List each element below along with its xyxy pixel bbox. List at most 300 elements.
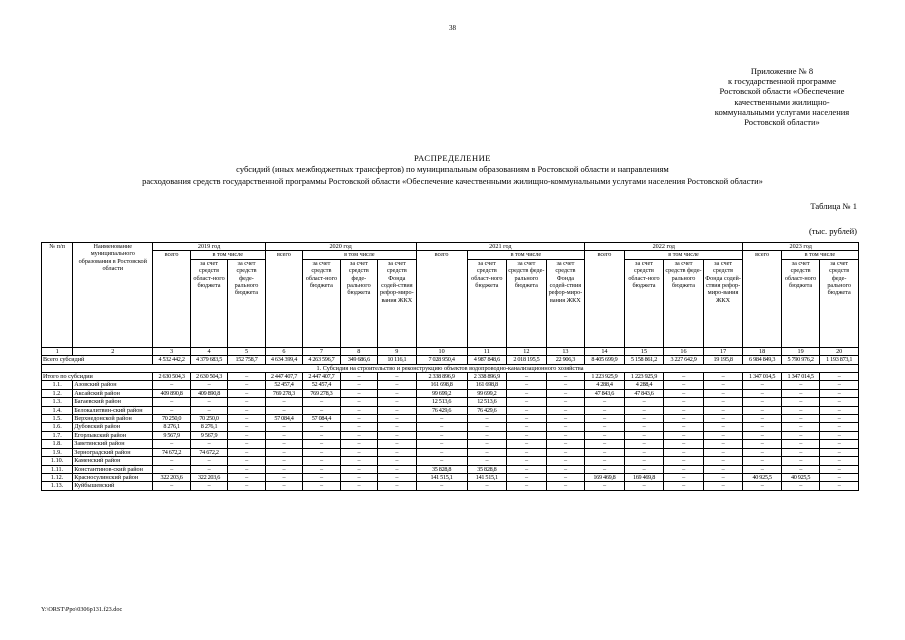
table-cell: –: [546, 381, 585, 389]
table-cell: –: [585, 482, 625, 490]
table-cell: –: [664, 465, 704, 473]
table-cell: –: [820, 457, 859, 465]
table-cell: –: [820, 398, 859, 406]
appendix-line: Ростовской области «Обеспечение: [719, 86, 845, 97]
table-cell: –: [664, 431, 704, 439]
section-title-row: [42, 364, 859, 372]
header-regional: за счет средств област-ного бюджета: [303, 259, 340, 347]
table-cell: –: [340, 431, 377, 439]
table-cell: 4 532 442,2: [153, 356, 190, 364]
table-cell: –: [378, 373, 417, 381]
column-number-row: [42, 347, 859, 355]
table-row: [42, 440, 859, 448]
table-cell: 52 457,4: [265, 381, 302, 389]
municipality-name: Белокалитвин-ский район: [73, 406, 153, 414]
table-cell: –: [228, 440, 265, 448]
table-cell: –: [507, 473, 547, 481]
table-cell: –: [228, 482, 265, 490]
table-cell: –: [743, 431, 782, 439]
table-cell: –: [546, 448, 585, 456]
column-number-cell: 1: [42, 347, 73, 355]
column-number-cell: 12: [507, 347, 547, 355]
table-cell: –: [743, 448, 782, 456]
municipality-name: Азовский район: [73, 381, 153, 389]
table-cell: 6 984 849,3: [743, 356, 782, 364]
appendix-line: Приложение № 8: [750, 66, 814, 76]
table-cell: –: [743, 389, 782, 397]
table-cell: –: [703, 415, 743, 423]
table-row: [42, 465, 859, 473]
document-subtitle-line2: расходования средств государственной программы Ростовской области «Обеспечение качественными жилищно-коммунальными услугами населения Ростовской области»: [142, 175, 763, 186]
table-cell: –: [190, 440, 227, 448]
row-number: 1.10.: [42, 457, 73, 465]
municipality-name: Заветинский район: [73, 440, 153, 448]
header-federal: за счет средств феде-рального бюджета: [507, 259, 547, 347]
table-cell: –: [416, 423, 467, 431]
table-cell: –: [265, 406, 302, 414]
subsidy-total-label: Итого по субсидии: [42, 373, 153, 381]
table-cell: –: [228, 431, 265, 439]
table-cell: 4 634 399,4: [265, 356, 302, 364]
table-row: [42, 482, 859, 490]
table-cell: –: [546, 398, 585, 406]
table-cell: –: [378, 473, 417, 481]
table-cell: –: [228, 465, 265, 473]
table-cell: 70 250,0: [190, 415, 227, 423]
table-cell: –: [664, 423, 704, 431]
table-cell: –: [190, 406, 227, 414]
column-number-cell: 7: [303, 347, 340, 355]
table-cell: 1 193 873,1: [820, 356, 859, 364]
table-cell: –: [228, 406, 265, 414]
table-cell: 8 405 699,9: [585, 356, 625, 364]
table-cell: 35 828,8: [467, 465, 507, 473]
municipality-name: Верхнедонской район: [73, 415, 153, 423]
table-cell: –: [378, 398, 417, 406]
row-number: 1.2.: [42, 389, 73, 397]
table-cell: 8 276,1: [153, 423, 190, 431]
row-number: 1.1.: [42, 381, 73, 389]
table-cell: –: [507, 373, 547, 381]
table-cell: –: [743, 406, 782, 414]
header-federal: за счет средств феде-рального бюджета: [228, 259, 265, 347]
column-number-cell: 16: [664, 347, 704, 355]
appendix-line: качественными жилищно-: [734, 96, 830, 107]
header-regional: за счет средств област-ного бюджета: [467, 259, 507, 347]
table-cell: –: [585, 448, 625, 456]
table-cell: –: [378, 423, 417, 431]
table-cell: –: [507, 431, 547, 439]
table-cell: 409 890,8: [190, 389, 227, 397]
header-including: в том числе: [624, 251, 743, 259]
table-cell: –: [743, 381, 782, 389]
table-cell: –: [664, 457, 704, 465]
table-cell: –: [507, 423, 547, 431]
table-cell: –: [303, 457, 340, 465]
table-row: [42, 415, 859, 423]
table-cell: –: [340, 457, 377, 465]
table-cell: –: [546, 406, 585, 414]
table-cell: –: [624, 457, 664, 465]
municipality-name: Аксайский район: [73, 389, 153, 397]
table-cell: –: [153, 381, 190, 389]
column-number-cell: 9: [378, 347, 417, 355]
table-cell: –: [585, 415, 625, 423]
table-cell: 3 227 642,9: [664, 356, 704, 364]
table-cell: 35 828,8: [416, 465, 467, 473]
table-cell: 76 429,6: [467, 406, 507, 414]
table-cell: –: [546, 431, 585, 439]
row-number: 1.13.: [42, 482, 73, 490]
row-number: 1.4.: [42, 406, 73, 414]
table-cell: 40 925,5: [781, 473, 820, 481]
table-cell: –: [820, 448, 859, 456]
table-cell: –: [340, 423, 377, 431]
header-federal: за счет средств феде-рального бюджета: [820, 259, 859, 347]
table-cell: –: [303, 482, 340, 490]
table-cell: 12 513,6: [416, 398, 467, 406]
table-cell: –: [820, 423, 859, 431]
column-number-cell: 19: [781, 347, 820, 355]
table-cell: 74 672,2: [190, 448, 227, 456]
table-cell: –: [416, 448, 467, 456]
header-year-2019: 2019 год: [153, 243, 265, 251]
table-cell: 70 250,0: [153, 415, 190, 423]
table-row: [42, 381, 859, 389]
table-cell: 2 338 896,9: [467, 373, 507, 381]
table-cell: –: [303, 431, 340, 439]
table-cell: –: [664, 389, 704, 397]
table-cell: –: [265, 457, 302, 465]
table-cell: –: [467, 448, 507, 456]
header-federal: за счет средств феде-рального бюджета: [340, 259, 377, 347]
municipality-name: Куйбышевский: [73, 482, 153, 490]
table-cell: 4 288,4: [624, 381, 664, 389]
table-cell: 2 447 407,7: [265, 373, 302, 381]
header-including: в том числе: [303, 251, 416, 259]
table-cell: –: [340, 440, 377, 448]
table-cell: 9 567,9: [190, 431, 227, 439]
table-cell: 141 515,1: [467, 473, 507, 481]
subsidy-total-row: [42, 373, 859, 381]
table-cell: –: [190, 398, 227, 406]
table-cell: –: [340, 381, 377, 389]
row-number: 1.12.: [42, 473, 73, 481]
row-number: 1.8.: [42, 440, 73, 448]
table-cell: –: [781, 448, 820, 456]
table-cell: –: [703, 381, 743, 389]
table-cell: –: [340, 373, 377, 381]
table-cell: 40 925,5: [743, 473, 782, 481]
units-label: (тыс. рублей): [808, 226, 857, 236]
table-cell: –: [703, 398, 743, 406]
table-cell: 22 906,3: [546, 356, 585, 364]
table-cell: 9 567,9: [153, 431, 190, 439]
table-cell: –: [703, 423, 743, 431]
table-cell: –: [743, 415, 782, 423]
table-cell: –: [781, 465, 820, 473]
table-cell: –: [743, 398, 782, 406]
table-cell: –: [340, 482, 377, 490]
table-cell: –: [585, 440, 625, 448]
table-cell: –: [820, 465, 859, 473]
appendix-line: Ростовской области»: [744, 117, 820, 128]
table-cell: –: [340, 389, 377, 397]
table-cell: –: [303, 423, 340, 431]
table-row: [42, 423, 859, 431]
table-cell: –: [340, 415, 377, 423]
file-path-footer: Y:\ORST\Ppo\0306p131.f23.doc: [41, 606, 123, 613]
table-cell: 10 116,1: [378, 356, 417, 364]
municipality-name: Егорлыкский район: [73, 431, 153, 439]
table-cell: –: [820, 473, 859, 481]
table-cell: –: [190, 381, 227, 389]
header-year-2020: 2020 год: [265, 243, 416, 251]
table-cell: –: [467, 457, 507, 465]
header-including: в том числе: [781, 251, 858, 259]
table-cell: 47 843,6: [585, 389, 625, 397]
table-cell: –: [781, 423, 820, 431]
table-cell: –: [228, 381, 265, 389]
table-cell: –: [781, 415, 820, 423]
table-cell: –: [624, 431, 664, 439]
appendix-line: коммунальными услугами населения: [714, 106, 850, 117]
table-cell: –: [228, 373, 265, 381]
table-cell: –: [743, 465, 782, 473]
table-cell: –: [340, 398, 377, 406]
header-including: в том числе: [467, 251, 585, 259]
table-cell: 47 843,6: [624, 389, 664, 397]
table-cell: –: [703, 431, 743, 439]
table-row: [42, 406, 859, 414]
table-cell: –: [624, 415, 664, 423]
table-cell: 1 347 014,5: [743, 373, 782, 381]
table-cell: –: [781, 482, 820, 490]
table-cell: –: [743, 482, 782, 490]
table-cell: –: [378, 415, 417, 423]
table-cell: 2 630 504,3: [190, 373, 227, 381]
column-number-cell: 3: [153, 347, 190, 355]
table-cell: –: [228, 398, 265, 406]
header-year-2021: 2021 год: [416, 243, 585, 251]
table-cell: –: [546, 423, 585, 431]
table-cell: –: [664, 373, 704, 381]
table-cell: –: [265, 482, 302, 490]
table-cell: –: [546, 482, 585, 490]
column-number-cell: 4: [190, 347, 227, 355]
table-cell: 2 018 195,5: [507, 356, 547, 364]
table-cell: –: [820, 482, 859, 490]
table-cell: 141 515,1: [416, 473, 467, 481]
header-fund: за счет средств Фонда содей-ствия рефор-миро-вания ЖКХ: [703, 259, 743, 347]
table-cell: –: [664, 381, 704, 389]
table-cell: 322 203,6: [190, 473, 227, 481]
header-fund: за счет средств Фонда содей-ствия рефор-миро-вания ЖКХ: [546, 259, 585, 347]
column-number-cell: 18: [743, 347, 782, 355]
table-cell: –: [820, 431, 859, 439]
table-cell: –: [467, 423, 507, 431]
table-cell: –: [664, 406, 704, 414]
table-cell: –: [664, 482, 704, 490]
table-cell: –: [546, 415, 585, 423]
total-subsidies-row: [42, 356, 859, 364]
table-cell: –: [378, 465, 417, 473]
table-cell: –: [190, 482, 227, 490]
table-cell: –: [265, 448, 302, 456]
table-cell: 5 790 976,2: [781, 356, 820, 364]
table-cell: –: [703, 406, 743, 414]
table-cell: –: [340, 406, 377, 414]
table-cell: –: [416, 440, 467, 448]
table-cell: –: [153, 482, 190, 490]
header-regional: за счет средств област-ного бюджета: [781, 259, 820, 347]
table-cell: –: [624, 482, 664, 490]
table-cell: –: [378, 448, 417, 456]
document-subtitle-line1: субсидий (иных межбюджетных трансфертов) по муниципальным образованиям в Ростовской области и направлениям: [236, 164, 669, 174]
table-cell: –: [703, 448, 743, 456]
table-cell: 1 223 925,9: [585, 373, 625, 381]
table-header: [42, 243, 859, 348]
table-cell: –: [340, 473, 377, 481]
total-row-label: Всего субсидий: [42, 356, 153, 364]
header-regional: за счет средств област-ного бюджета: [624, 259, 664, 347]
table-cell: –: [416, 415, 467, 423]
municipality-name: Константинов-ский район: [73, 465, 153, 473]
column-number-cell: 2: [73, 347, 153, 355]
table-cell: 4 379 683,5: [190, 356, 227, 364]
table-cell: –: [507, 448, 547, 456]
table-cell: –: [378, 482, 417, 490]
table-cell: –: [153, 440, 190, 448]
column-number-cell: 15: [624, 347, 664, 355]
table-cell: –: [703, 373, 743, 381]
table-cell: –: [781, 406, 820, 414]
table-cell: –: [303, 465, 340, 473]
table-body: [42, 347, 859, 490]
table-cell: 161 698,8: [467, 381, 507, 389]
table-cell: 161 698,8: [416, 381, 467, 389]
table-cell: –: [703, 465, 743, 473]
table-cell: –: [546, 440, 585, 448]
table-cell: 2 447 407,7: [303, 373, 340, 381]
table-cell: –: [303, 440, 340, 448]
table-cell: –: [743, 457, 782, 465]
table-cell: –: [664, 473, 704, 481]
table-cell: –: [378, 431, 417, 439]
table-cell: 57 084,4: [303, 415, 340, 423]
table-cell: –: [467, 415, 507, 423]
table-cell: –: [781, 440, 820, 448]
header-total: всего: [153, 251, 190, 347]
table-cell: –: [820, 415, 859, 423]
table-cell: –: [265, 473, 302, 481]
page-number: 38: [449, 24, 456, 32]
table-cell: –: [781, 398, 820, 406]
table-cell: –: [624, 423, 664, 431]
table-cell: –: [703, 482, 743, 490]
table-cell: –: [820, 440, 859, 448]
document-title: РАСПРЕДЕЛЕНИЕ: [414, 153, 491, 163]
table-cell: –: [585, 398, 625, 406]
header-fund: за счет средств Фонда содей-ствия рефор-миро-вания ЖКХ: [378, 259, 417, 347]
table-cell: –: [781, 431, 820, 439]
column-number-cell: 14: [585, 347, 625, 355]
table-row: [42, 448, 859, 456]
table-cell: –: [507, 406, 547, 414]
table-cell: –: [153, 457, 190, 465]
table-cell: 169 469,8: [585, 473, 625, 481]
table-cell: –: [507, 465, 547, 473]
table-cell: –: [546, 473, 585, 481]
table-cell: 76 429,6: [416, 406, 467, 414]
column-number-cell: 5: [228, 347, 265, 355]
table-cell: –: [781, 381, 820, 389]
table-cell: 409 890,8: [153, 389, 190, 397]
row-number: 1.6.: [42, 423, 73, 431]
table-cell: 12 513,6: [467, 398, 507, 406]
table-cell: –: [781, 389, 820, 397]
table-cell: –: [153, 465, 190, 473]
table-cell: –: [507, 482, 547, 490]
table-cell: 322 203,6: [153, 473, 190, 481]
table-cell: –: [507, 398, 547, 406]
table-cell: 1 347 014,5: [781, 373, 820, 381]
table-cell: –: [820, 381, 859, 389]
header-federal: за счет средств феде-рального бюджета: [664, 259, 704, 347]
table-cell: –: [303, 473, 340, 481]
row-number: 1.5.: [42, 415, 73, 423]
table-label: Таблица № 1: [810, 201, 857, 211]
table-cell: –: [467, 431, 507, 439]
table-cell: 769 278,3: [303, 389, 340, 397]
table-cell: –: [378, 457, 417, 465]
table-cell: 7 028 950,4: [416, 356, 467, 364]
row-number: 1.11.: [42, 465, 73, 473]
header-year-2022: 2022 год: [585, 243, 743, 251]
table-cell: –: [416, 482, 467, 490]
table-cell: –: [467, 482, 507, 490]
table-cell: 99 699,2: [416, 389, 467, 397]
table-cell: 2 338 896,9: [416, 373, 467, 381]
table-cell: 8 276,1: [190, 423, 227, 431]
municipality-name: Зерноградский район: [73, 448, 153, 456]
header-total: всего: [265, 251, 302, 347]
table-cell: –: [546, 465, 585, 473]
table-cell: –: [340, 465, 377, 473]
table-cell: –: [664, 398, 704, 406]
table-cell: 99 699,2: [467, 389, 507, 397]
table-cell: –: [228, 423, 265, 431]
table-cell: –: [228, 457, 265, 465]
table-cell: –: [265, 440, 302, 448]
table-row: [42, 389, 859, 397]
column-number-cell: 13: [546, 347, 585, 355]
table-cell: –: [585, 423, 625, 431]
table-cell: –: [624, 448, 664, 456]
table-cell: –: [703, 473, 743, 481]
header-num: № п/п: [42, 243, 73, 348]
table-cell: –: [624, 406, 664, 414]
table-cell: 349 686,6: [340, 356, 377, 364]
table-cell: –: [703, 389, 743, 397]
table-cell: 5 158 861,2: [624, 356, 664, 364]
table-cell: –: [228, 448, 265, 456]
table-cell: –: [585, 457, 625, 465]
table-cell: –: [303, 448, 340, 456]
table-cell: 19 195,8: [703, 356, 743, 364]
municipality-name: Дубовский район: [73, 423, 153, 431]
table-cell: –: [703, 440, 743, 448]
